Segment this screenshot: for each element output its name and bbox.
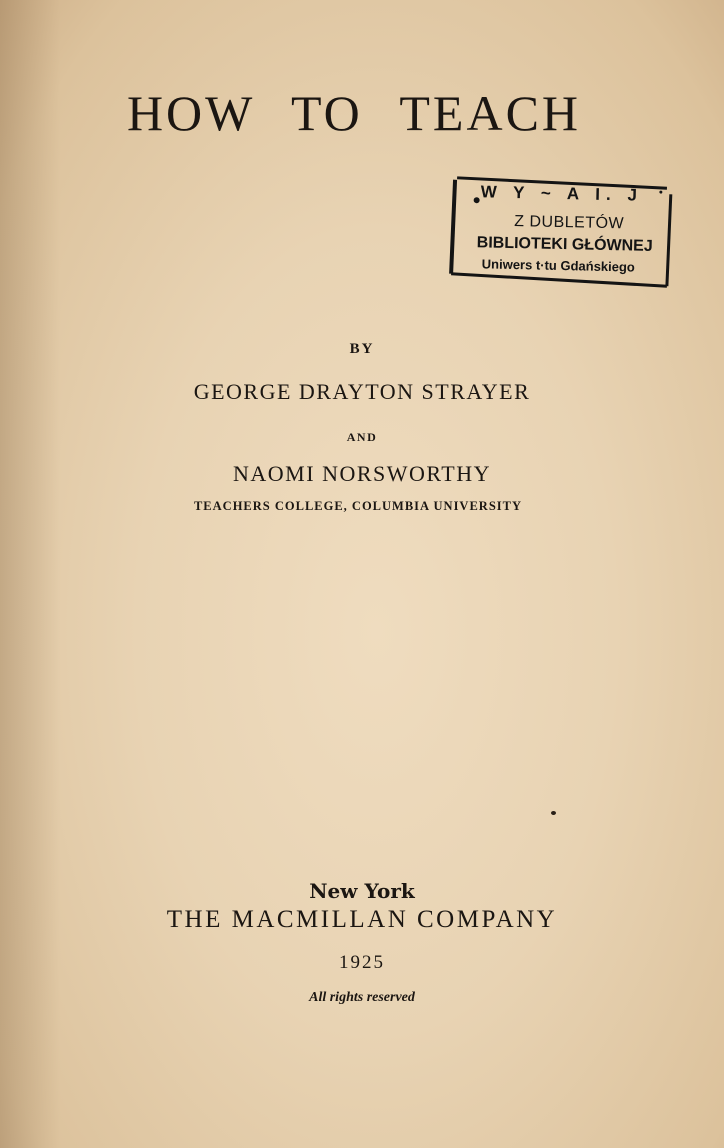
- publication-place: New York: [309, 879, 415, 903]
- library-stamp: [445, 170, 677, 295]
- by-label: BY: [349, 341, 375, 357]
- ink-speck: [551, 811, 556, 815]
- author-1: GEORGE DRAYTON STRAYER: [193, 379, 531, 404]
- stamp-line-1: W Y ~ A I. J: [480, 182, 644, 205]
- stamp-line-2: Z DUBLETÓW: [514, 213, 625, 233]
- author-affiliation: TEACHERS COLLEGE, COLUMBIA UNIVERSITY: [193, 499, 523, 513]
- stamp-line-3: BIBLIOTEKI GŁÓWNEJ: [476, 234, 653, 255]
- publication-year: 1925: [339, 952, 385, 973]
- page-shadow: [0, 0, 60, 1148]
- publisher-name: THE MACMILLAN COMPANY: [166, 906, 558, 933]
- stamp-line-4: Uniwers t·tu Gdańskiego: [481, 256, 636, 275]
- rights-notice: All rights reserved: [309, 990, 415, 1005]
- and-label: AND: [346, 430, 378, 444]
- book-title: HOW TO TEACH: [126, 85, 582, 141]
- author-2: NAOMI NORSWORTHY: [233, 461, 491, 486]
